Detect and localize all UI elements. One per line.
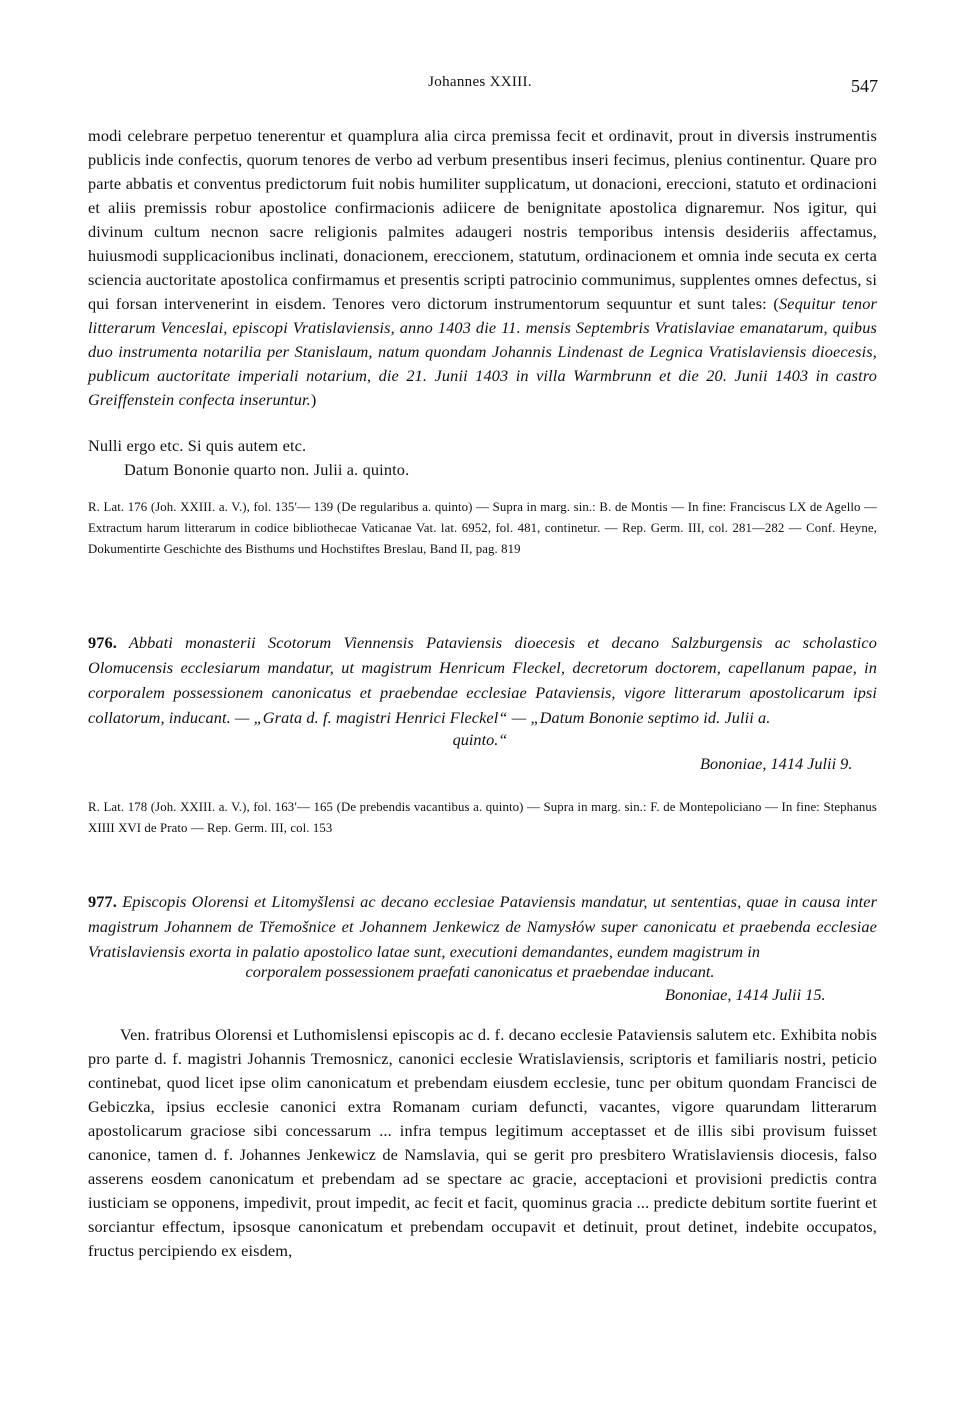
regest-text: Episcopis Olorensi et Litomyšlensi ac decano ecclesiae Pataviensis mandatur, ut sententias, quae in causa inter magistrum Johannem de Třemošnice et Johannem Jenkewicz de Namysłów super canonicatu et praebenda ecclesiae Vratislaviensis exorta in palatio apostolico latae sunt, executioni demandantes, eundem magistrum in: [88, 892, 878, 961]
regest-976: [88, 630, 877, 730]
paragraph-text: modi celebrare perpetuo tenerentur et quamplura alia circa premissa fecit et ordinavit, prout in diversis instrumentis publicis inde confectis, quorum tenores de verbo ad verbum presentibus inseri fecimus, plenius continentur. Quare pro parte abbatis et conventus predictorum fuit nobis humiliter supplicatum, ut donacioni, ereccioni, statuto et ordinacioni et aliis premissis robur apostolice confirmacionis adiicere de benignitate apostolica dignaremur. Nos igitur, qui divinum cultum necnon sacre religionis palmites adaugeri nostris temporibus intensis desideriis affectamus, huiusmodi supplicacionibus inclinati, donacionem, ereccionem, statutum, ordinacionem et omnia inde secuta ex certa sciencia auctoritate apostolica confirmamus et presentis scripti patrocinio communimus, supplentes omnes defectus, si qui forsan intervenerint in eisdem. Tenores vero dictorum instrumentorum sequuntur et sunt tales: (: [88, 126, 877, 313]
regest-977: [88, 889, 877, 964]
entry-number: 976.: [88, 633, 117, 652]
continuation-paragraph: [88, 124, 877, 412]
date-977: Bononiae, 1414 Julii 15.: [665, 985, 826, 1004]
regest-976-last: quinto.“: [452, 730, 508, 749]
date-976: Bononiae, 1414 Julii 9.: [700, 754, 853, 773]
archival-note-976: R. Lat. 178 (Joh. XXIII. a. V.), fol. 163′— 165 (De prebendis vacantibus a. quinto) — Supra in marg. sin.: F. de Montepoliciano — In fine: Stephanus XIIII XVI de Prato — Rep. Germ. III, col. 153: [88, 800, 877, 835]
running-title: Johannes XXIII.: [428, 74, 532, 90]
body-text-977: Ven. fratribus Olorensi et Luthomislensi episcopis ac d. f. decano ecclesie Pataviensis salutem etc. Exhibita nobis pro parte d. f. magistri Johannis Tremosnicz, canonici ecclesie Wratislaviensis, scriptoris et familiaris nostri, peticio continebat, quod licet ipse olim canonicatum et prebendam eiusdem ecclesie, tunc per obitum quondam Francisci de Gebiczka, ipsius ecclesie canonici extra Romanam curiam defuncti, vacantes, vigore quarundam litterarum apostolicarum graciose sibi concessarum ... infra tempus legitimum acceptasset et de illis sibi provisum fuisset canonice, tamen d. f. Johannes Jenkewicz de Namslavia, qui se gerit pro presbitero Wratislaviensis diocesis, falso asserens eosdem canonicatum et prebendam ad se spectare ac gracie, acceptacioni et provisioni predictis contra iusticiam se opponens, impedivit, prout impedit, ac fecit et facit, quominus gracia ... predicte debitum sortite fuerint et sorciantur effectum, ipsosque canonicatum et prebendam occupavit et detinuit, prout detinet, indebite occupatos, fructus percipiendo ex eisdem,: [88, 1025, 877, 1260]
entry-number: 977.: [88, 892, 117, 911]
archival-note: R. Lat. 176 (Joh. XXIII. a. V.), fol. 135′— 139 (De regularibus a. quinto) — Supra in marg. sin.: B. de Montis — In fine: Franciscus LX de Agello — Extractum harum litterarum in codice bibliothecae Vaticanae Vat. lat. 6952, fol. 481, continetur. — Rep. Germ. III, col. 281—282 — Conf. Heyne, Dokumentirte Geschichte des Bisthums und Hochstiftes Breslau, Band II, pag. 819: [88, 500, 877, 556]
nulli-line: Nulli ergo etc. Si quis autem etc.: [88, 436, 307, 455]
page-number: 547: [851, 76, 878, 96]
regest-text: Abbati monasterii Scotorum Viennensis Pataviensis dioecesis et decano Salzburgensis ac scholastico Olomucensis ecclesiarum mandatur, ut magistrum Henricum Fleckel, decretorum doctorem, capellanum papae, in corporalem possessionem canonicatus et praebendae ecclesiae Pataviensis, vigore litterarum apostolicarum ipsi collatorum, inducant. — „Grata d. f. magistri Henrici Fleckel“ — „Datum Bononie septimo id. Julii a.: [88, 633, 877, 727]
datum-line: Datum Bononie quarto non. Julii a. quinto.: [124, 460, 410, 479]
paragraph-italic-note: Sequitur tenor litterarum Venceslai, episcopi Vratislaviensis, anno 1403 die 11. mensis Septembris Vratislaviae emanatarum, quibus duo instrumenta notarilia per Stanislaum, natum quondam Johannis Lindenast de Legnica Vratislaviensis dioecesis, publicum auctoritate imperiali notarium, die 21. Junii 1403 in villa Warmbrunn et die 20. Junii 1403 in castro Greiffenstein confecta inseruntur.: [88, 294, 877, 409]
paragraph-close: ): [310, 390, 317, 409]
regest-977-last: corporalem possessionem praefati canonicatus et praebendae inducant.: [245, 962, 715, 981]
